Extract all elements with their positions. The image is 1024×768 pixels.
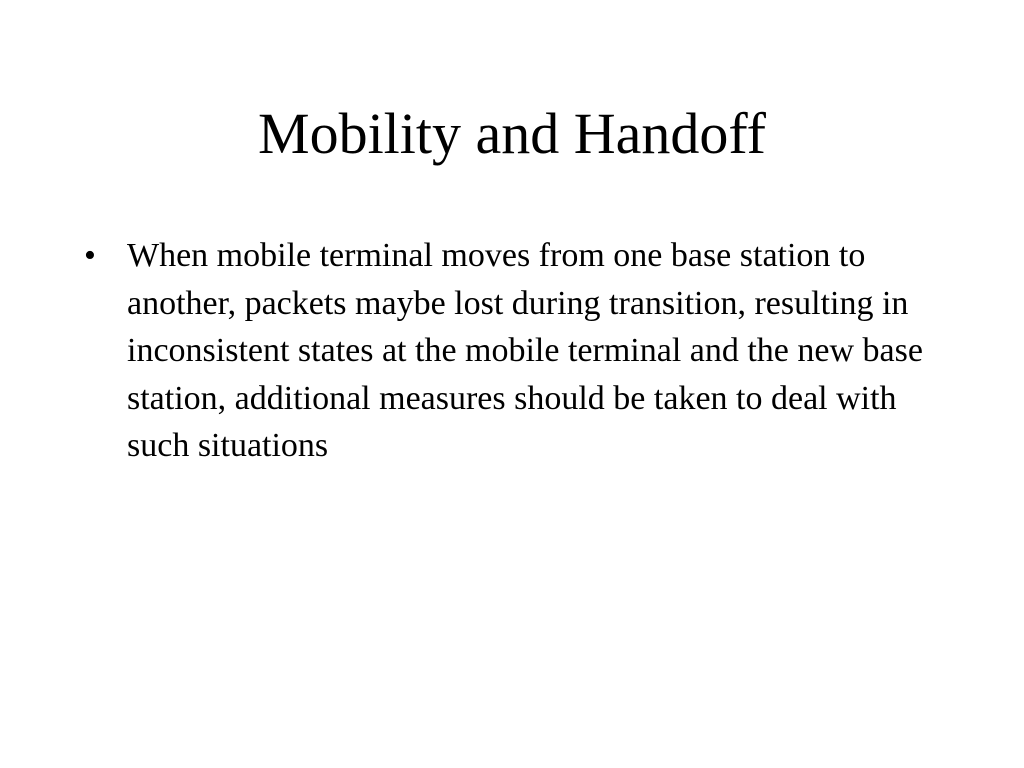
bullet-list — [84, 232, 924, 470]
slide-title: Mobility and Handoff — [258, 101, 766, 166]
bullet-item — [84, 232, 924, 470]
bullet-marker: • — [84, 237, 96, 274]
bullet-text: When mobile terminal moves from one base station to another, packets maybe lost during transition, resulting in inconsistent states at the mobile terminal and the new base station, additional measures should be taken to deal with such situations — [127, 237, 923, 464]
